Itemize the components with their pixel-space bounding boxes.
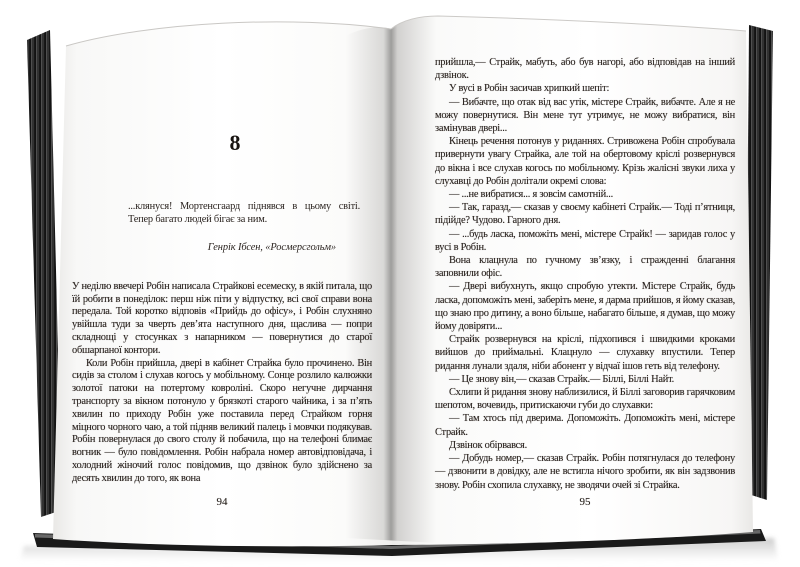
- body-paragraph: — Двері вибухнуть, якщо спробую утекти. Містере Страйк, будь ласка, допоможіть мені, заберіть мене, я дарма прийшов, я йому сказав, що знаю про дитину, а воно більше, набагато більше, я думав, що можу йому довіряти...: [435, 281, 735, 333]
- body-paragraph: — ...не вибратися... я зовсім самотній...: [449, 189, 613, 201]
- right-page-text: [435, 56, 735, 492]
- body-paragraph: — Це знову він,— сказав Страйк.— Біллі, Біллі Найт.: [449, 373, 674, 385]
- body-paragraph: — Там хтось під дверима. Допоможіть. Допоможіть мені, містере Страйк.: [435, 413, 735, 438]
- left-page-body: [72, 281, 372, 486]
- body-paragraph: Дзвінок обірвався.: [449, 439, 527, 451]
- body-paragraph: У вусі в Робін засичав хрипкий шепіт:: [449, 83, 610, 95]
- body-paragraph: Схлипи й ридання знову наблизилися, й Біллі заговорив гарячковим шепотом, вочевидь, притискаючи губи до слухавки:: [435, 387, 735, 412]
- left-page-text: [72, 130, 372, 486]
- body-paragraph: Кінець речення потонув у риданнях. Стривожена Робін спробувала привернути увагу Страйка, але той на обертовому кріслі розвернувся до вікна і все слухав когось по мобільному. Крізь жалісні звуки лиха у слухавці до Робін долітали окремі слова:: [435, 136, 735, 187]
- body-paragraph: Коли Робін прийшла, двері в кабінет Страйка було прочинено. Він сидів за столом і слухав когось у мобільному. Сонце розлило калюжки золотої патоки на потертому ковроліні. Скоро негучне дирчання транспорту за вікном потонуло у брязкоті старого чайника, і за п’ять хвилин по приходу Робін уже поставила перед Страйком горня міцного чорного чаю, а той підняв великий палець і мовчки подякував. Робін повернулася до свого столу й побачила, що на телефоні блимає вогник — було повідомлення. Робін набрала номер автовідповідача, і холодний жіночий голос повідомив, що дзвінок було здійснено за десять хвилин до того, як вона: [72, 357, 372, 484]
- body-paragraph: — Вибачте, що отак від вас утік, містере Страйк, вибачте. Але я не можу повернутися. Він мене тут утримує, не можу вибратися, він замінував двері...: [435, 96, 735, 135]
- body-paragraph: — ...будь ласка, поможіть мені, містере Страйк! — заридав голос у вусі в Робін.: [435, 228, 735, 253]
- body-paragraph: — Так, гаразд,— сказав у своєму кабінеті Страйк.— Тоді п’ятниця, підійде? Чудово. Гарного дня.: [435, 202, 735, 227]
- body-paragraph: У неділю ввечері Робін написала Страйкові есемеску, в якій питала, що їй робити в понеділок: перш ніж піти у відпустку, всі свої справи вона передала. Той коротко відповів «Прийдь до офісу», і Робін слухняно увійшла туди за чверть дев’ята наступного дня, щаслива — попри складнощі у стосунках з напарником — повернутися до старої обшарпаної контори.: [72, 280, 372, 356]
- epigraph-attribution: Генрік Ібсен, «Росмерсгольм»: [207, 241, 336, 253]
- page-number-right: 95: [579, 496, 591, 508]
- body-paragraph: — Добудь номер,— сказав Страйк. Робін потягнулася до телефону — дзвонити в довідку, але не встигла нічого зробити, як він задзвонив знову. Робін схопила слухавку, не зводячи очей зі Страйка.: [435, 453, 735, 491]
- body-paragraph: прийшла,— Страйк, мабуть, або був нагорі, або відповідав на інший дзвінок.: [435, 57, 735, 82]
- epigraph: ...клянуся! Мортенсгаард піднявся в цьому світі. Тепер багато людей бігає за ним.: [128, 201, 360, 226]
- chapter-number: 8: [229, 130, 241, 155]
- body-paragraph: Вона клацнула по гучному зв’язку, і стражденні благання заповнили офіс.: [435, 255, 735, 280]
- body-paragraph: Страйк розвернувся на кріслі, підхопився і швидкими кроками вийшов до приймальні. Клацнуло — слухавку впустили. Тепер ридання лунали здаля, ніби абонент у відчаї ішов геть від телефону.: [435, 334, 735, 372]
- page-number-left: 94: [216, 496, 228, 508]
